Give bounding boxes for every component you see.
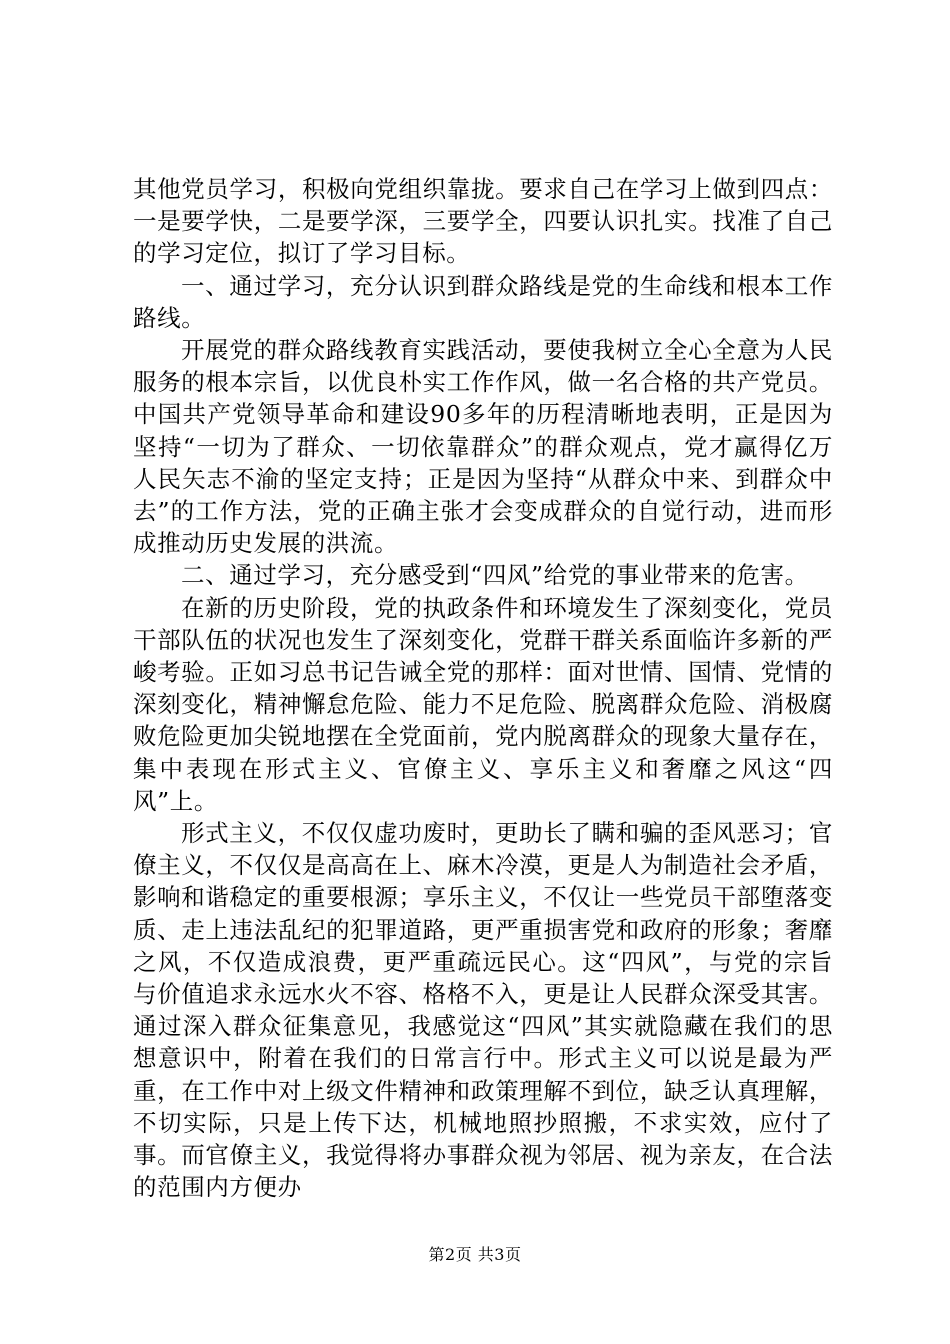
- paragraph: 开展党的群众路线教育实践活动，要使我树立全心全意为人民服务的根本宗旨，以优良朴实工作作风，做一名合格的共产党员。中国共产党领导革命和建设90多年的历程清晰地表明，正是因为坚持“一切为了群众、一切依靠群众”的群众观点，党才赢得亿万人民矢志不渝的坚定支持；正是因为坚持“从群众中来、到群众中去”的工作方法，党的正确主张才会变成群众的自觉行动，进而形成推动历史发展的洪流。: [133, 336, 833, 558]
- page-footer: 第2页 共3页: [428, 1245, 522, 1264]
- paragraph-heading: 一、通过学习，充分认识到群众路线是党的生命线和根本工作路线。: [133, 271, 833, 332]
- document-body: [133, 173, 833, 1204]
- paragraph-heading: 二、通过学习，充分感受到“四风”给党的事业带来的危害。: [181, 561, 809, 590]
- paragraph: 形式主义，不仅仅虚功废时，更助长了瞒和骗的歪风恶习；官僚主义，不仅仅是高高在上、麻木冷漠，更是人为制造社会矛盾，影响和谐稳定的重要根源；享乐主义，不仅让一些党员干部堕落变质、走上违法乱纪的犯罪道路，更严重损害党和政府的形象；奢靡之风，不仅造成浪费，更严重疏远民心。这“四风”，与党的宗旨与价值追求永远水火不容、格格不入，更是让人民群众深受其害。通过深入群众征集意见，我感觉这“四风”其实就隐藏在我们的思想意识中，附着在我们的日常言行中。形式主义可以说是最为严重，在工作中对上级文件精神和政策理解不到位，缺乏认真理解，不切实际，只是上传下达，机械地照抄照搬，不求实效，应付了事。而官僚主义，我觉得将办事群众视为邻居、视为亲友，在合法的范围内方便办: [133, 819, 833, 1202]
- paragraph: 在新的历史阶段，党的执政条件和环境发生了深刻变化，党员干部队伍的状况也发生了深刻变化，党群干群关系面临许多新的严峻考验。正如习总书记告诫全党的那样：面对世情、国情、党情的深刻变化，精神懈怠危险、能力不足危险、脱离群众危险、消极腐败危险更加尖锐地摆在全党面前，党内脱离群众的现象大量存在，集中表现在形式主义、官僚主义、享乐主义和奢靡之风这“四风”上。: [133, 593, 833, 815]
- paragraph: 其他党员学习，积极向党组织靠拢。要求自己在学习上做到四点：一是要学快，二是要学深，三要学全，四要认识扎实。找准了自己的学习定位，拟订了学习目标。: [133, 175, 833, 268]
